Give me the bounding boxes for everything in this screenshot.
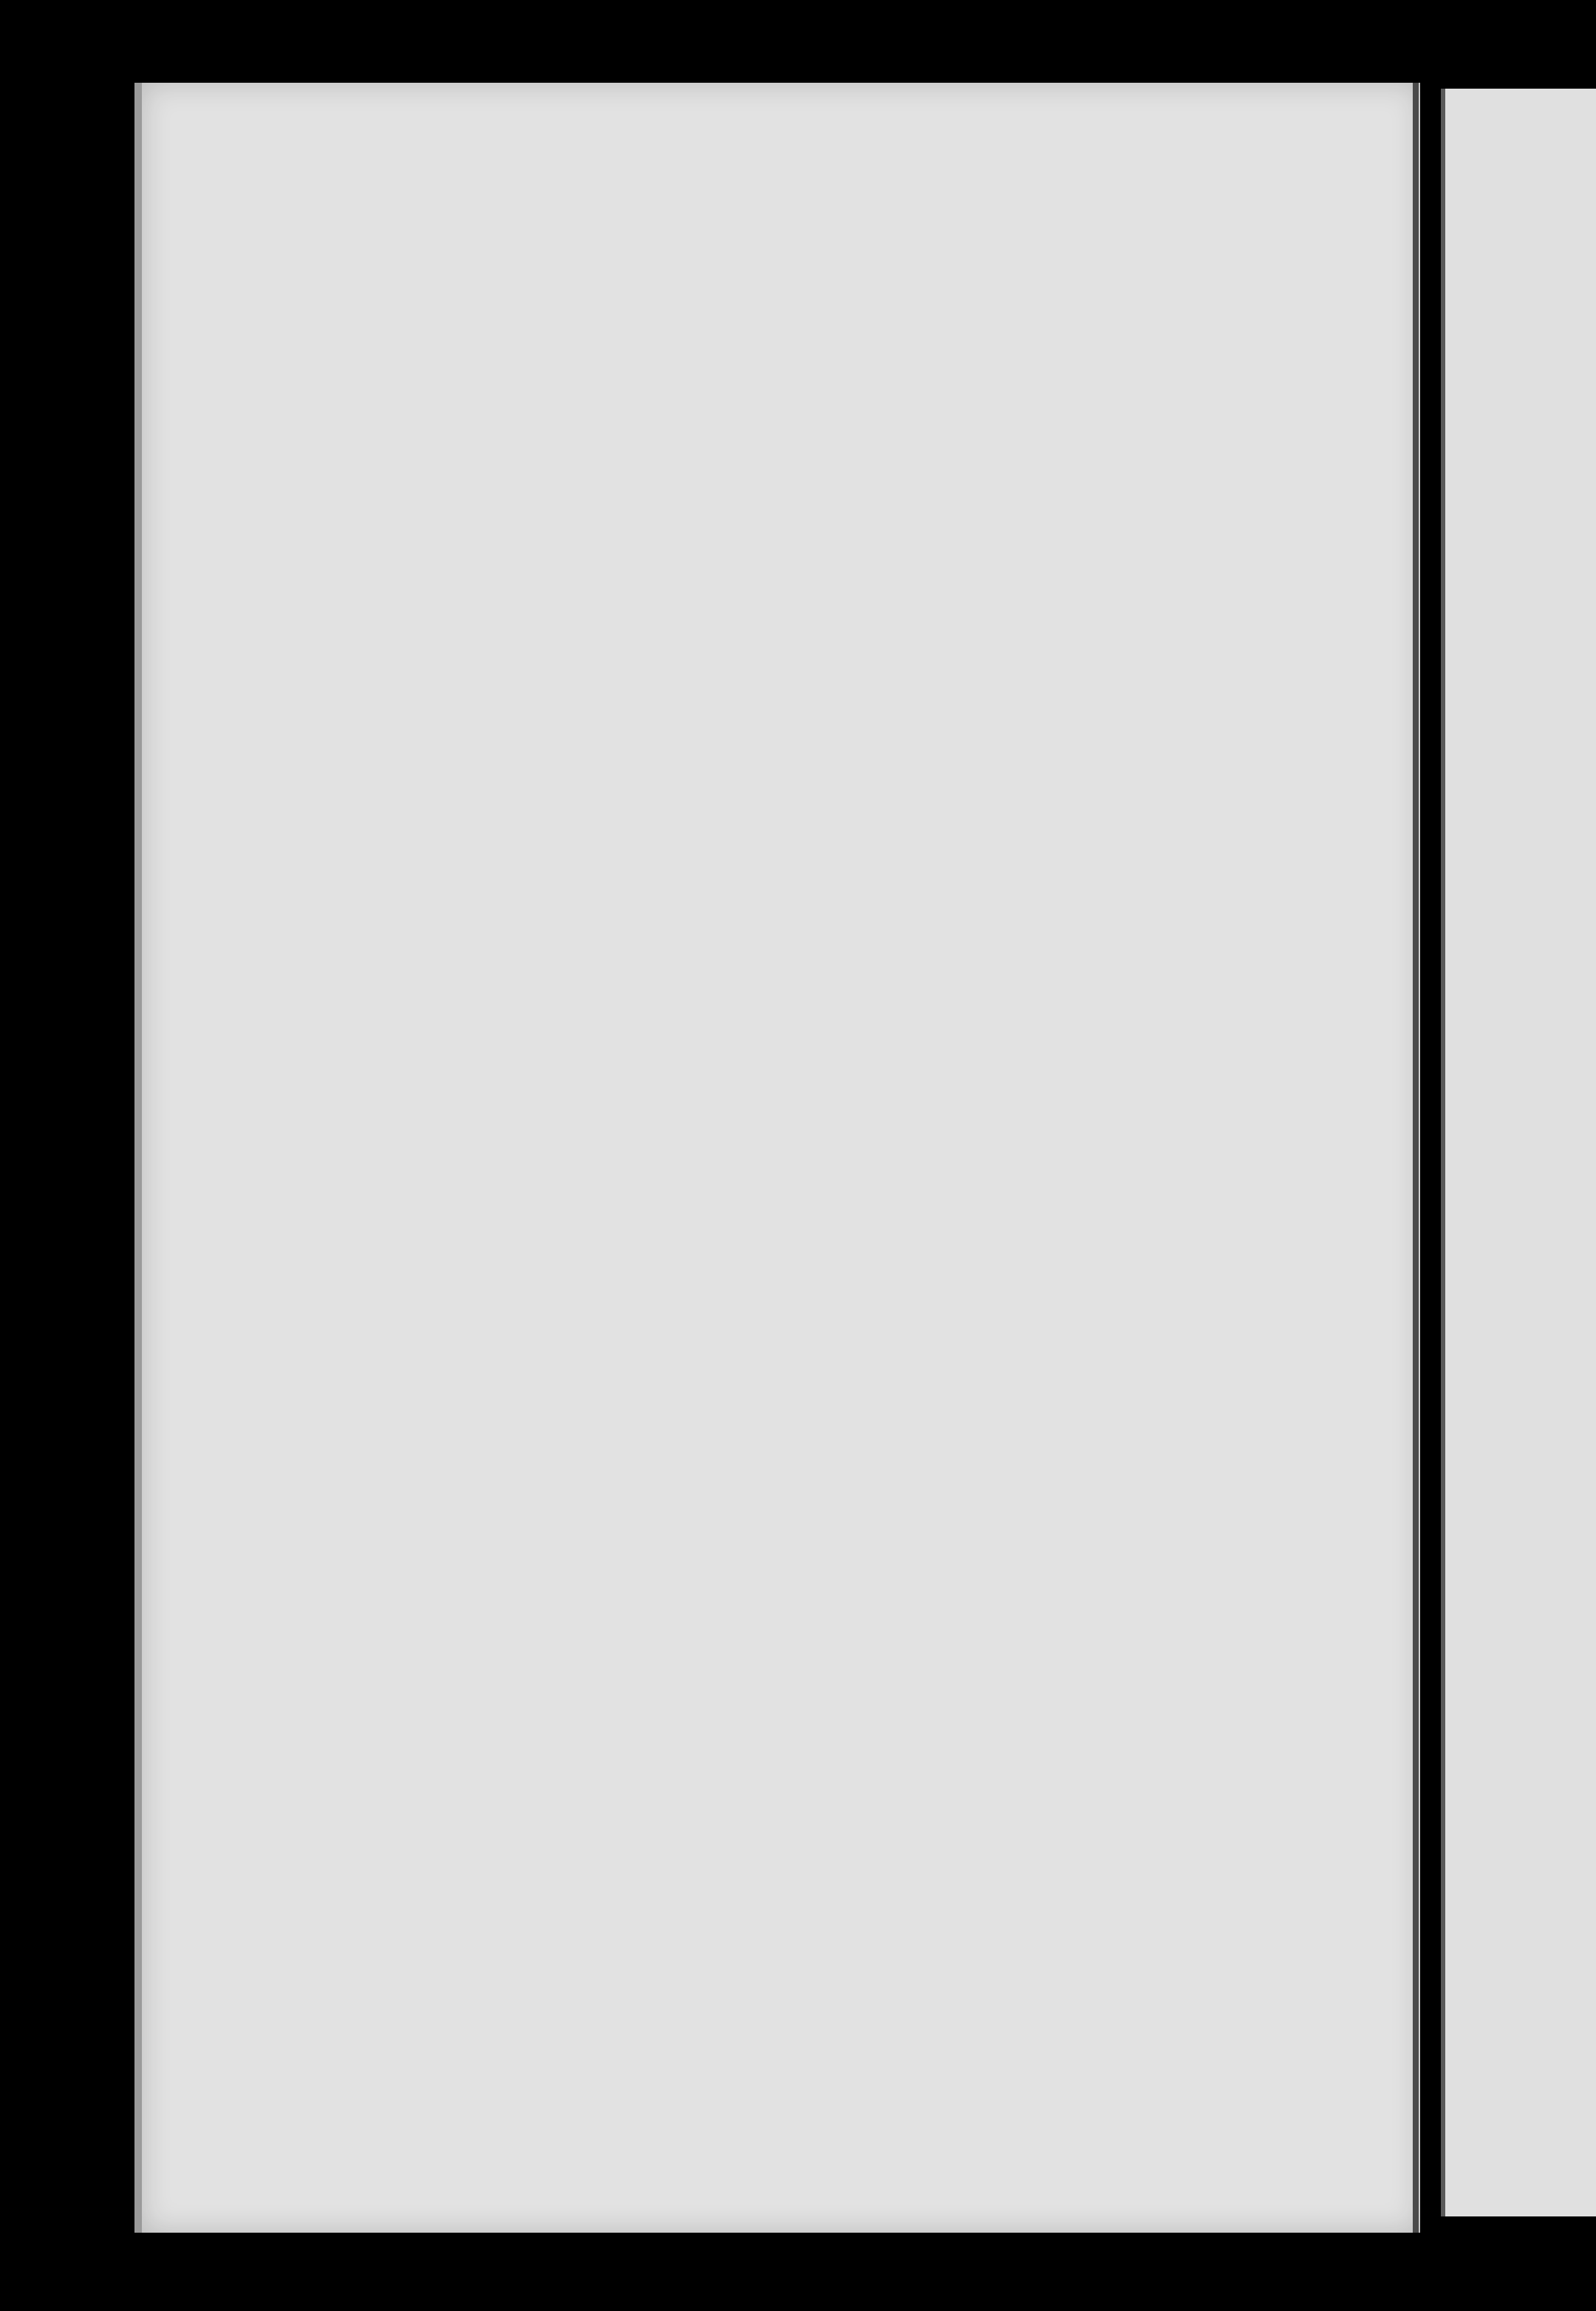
adjacent-page [1441, 89, 1596, 2216]
page-edge [1413, 83, 1419, 2233]
page-header [279, 297, 1299, 341]
adjacent-page-gutter [1441, 89, 1445, 2216]
book-page [134, 83, 1420, 2233]
